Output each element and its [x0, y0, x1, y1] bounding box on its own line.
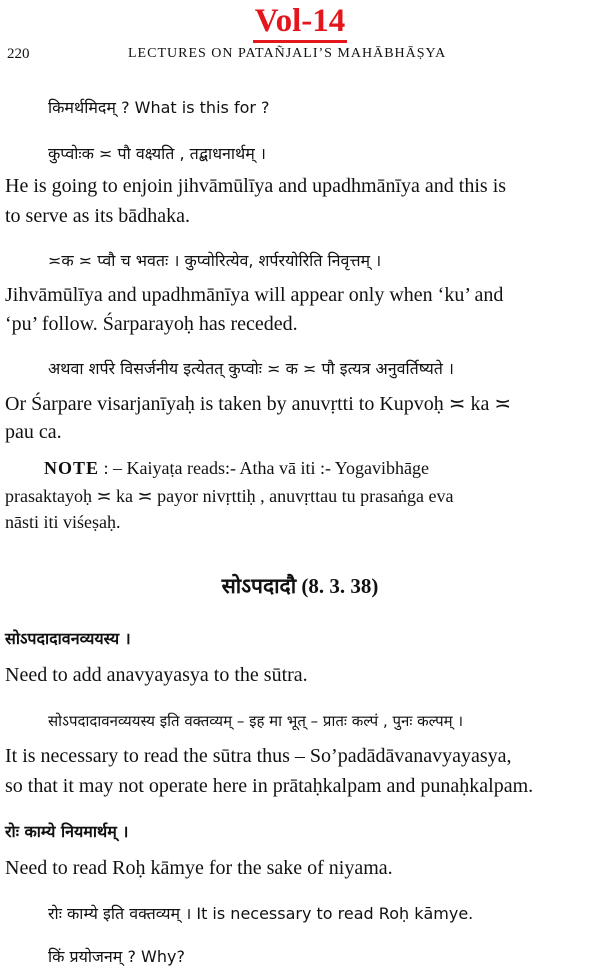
rule-heading: सोऽपदादावनव्ययस्य ।: [5, 629, 131, 648]
text-line: कुप्वोःक ≍ पौ वक्ष्यति , तद्बाधनार्थम् ।: [48, 144, 267, 163]
page-number: 220: [7, 46, 30, 62]
text-line: so that it may not operate here in prātaḥkalpam and punaḥkalpam.: [5, 775, 534, 797]
note-line: nāsti iti viśeṣaḥ.: [5, 512, 121, 532]
text-line: ≍क ≍ प्वौ च भवतः । कुप्वोरित्येव, शर्परयोरिति निवृत्तम् ।: [48, 251, 382, 270]
note-line: prasaktayoḥ ≍ ka ≍ payor nivṛttiḥ , anuvṛttau tu prasaṅga eva: [5, 486, 454, 506]
text-line: किमर्थमिदम् ? What is this for ?: [48, 98, 270, 117]
volume-label: Vol-14: [0, 2, 600, 43]
text-line: to serve as its bādhaka.: [5, 205, 190, 227]
note-label: NOTE: [44, 458, 100, 478]
text-line: pau ca.: [5, 421, 62, 443]
text-line: He is going to enjoin jihvāmūlīya and upadhmānīya and this is: [5, 175, 507, 197]
text-line: Or Śarpare visarjanīyaḥ is taken by anuvṛtti to Kupvoḥ ≍ ka ≍: [5, 393, 512, 415]
text-line: Jihvāmūlīya and upadhmānīya will appear only when ‘ku’ and: [5, 284, 504, 306]
text-line: रोः काम्ये इति वक्तव्यम् । It is necessary to read Roḥ kāmye.: [48, 904, 474, 923]
text-line: It is necessary to read the sūtra thus – So’padādāvanavyayasya,: [5, 745, 512, 767]
text-line: सोऽपदादावनव्ययस्य इति वक्तव्यम् – इह मा भूत् – प्रातः कल्पं , पुनः कल्पम् ।: [48, 712, 464, 730]
note-line: NOTE : – Kaiyaṭa reads:- Atha vā iti :- Yogavibhāge: [44, 458, 429, 478]
text-line: Need to add anavyayasya to the sūtra.: [5, 664, 308, 686]
running-title: LECTURES ON PATAÑJALI’S MAHĀBHĀṢYA: [128, 46, 447, 61]
text-line: ‘pu’ follow. Śarparayoḥ has receded.: [5, 313, 298, 335]
text-line: अथवा शर्परे विसर्जनीय इत्येतत् कुप्वोः ≍ क ≍ पौ इत्यत्र अनुवर्तिष्यते ।: [48, 359, 454, 378]
text-line: Need to read Roḥ kāmye for the sake of niyama.: [5, 857, 393, 879]
text-line: किं प्रयोजनम् ? Why?: [48, 947, 185, 966]
section-heading: सोऽपदादौ (8. 3. 38): [221, 574, 379, 598]
rule-heading: रोः काम्ये नियमार्थम् ।: [5, 822, 129, 841]
